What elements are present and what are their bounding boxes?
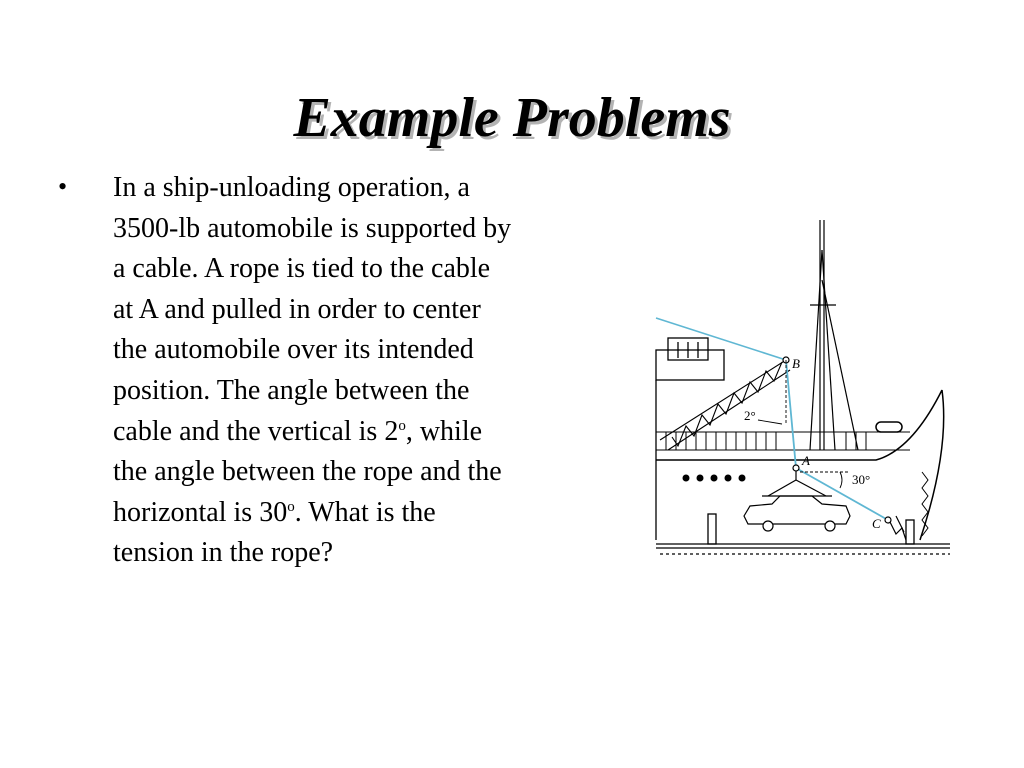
- problem-line-part: horizontal is 30: [113, 496, 288, 528]
- portholes: [683, 475, 746, 482]
- problem-line: [113, 493, 633, 534]
- topping-lift: [656, 318, 786, 360]
- problem-line: at A and pulled in order to center: [113, 293, 481, 325]
- point-c-marker: [885, 517, 891, 523]
- problem-line: 3500-lb automobile is supported by: [113, 212, 512, 244]
- problem-line: [113, 412, 633, 453]
- problem-line: a cable. A rope is tied to the cable: [113, 253, 491, 285]
- bullet-icon: •: [58, 172, 68, 201]
- problem-statement: [113, 168, 633, 574]
- angle-label-2deg: 2°: [744, 408, 756, 423]
- problem-line: the automobile over its intended: [113, 334, 474, 366]
- ship-diagram: [650, 210, 960, 580]
- rope-handler: [890, 516, 906, 540]
- label-c: C: [872, 516, 881, 531]
- automobile: [744, 470, 850, 531]
- problem-line-part: . What is the: [294, 496, 436, 528]
- crane-boom: [660, 360, 790, 450]
- problem-line: In a ship-unloading operation, a: [113, 172, 470, 203]
- degree-superscript: o: [398, 417, 406, 434]
- rope-ac: [796, 468, 888, 520]
- angle-indicators: [758, 360, 850, 488]
- problem-line-part: , while: [405, 415, 483, 447]
- angle-label-30deg: 30°: [852, 472, 871, 487]
- problem-line: the angle between the rope and the: [113, 456, 502, 488]
- problem-line: position. The angle between the: [113, 374, 470, 406]
- pier: [656, 514, 950, 554]
- point-a-marker: [793, 465, 799, 471]
- degree-superscript: o: [287, 498, 295, 515]
- slide-title: Example Problems: [293, 87, 731, 149]
- mast: [810, 220, 858, 450]
- label-b: B: [792, 356, 800, 371]
- problem-line: tension in the rope?: [113, 537, 334, 569]
- label-a: A: [802, 453, 810, 468]
- ship-unloading-figure: [650, 210, 960, 580]
- cable-ab: [786, 360, 796, 468]
- ship-hull: [656, 390, 944, 540]
- problem-line-part: cable and the vertical is 2: [113, 415, 399, 447]
